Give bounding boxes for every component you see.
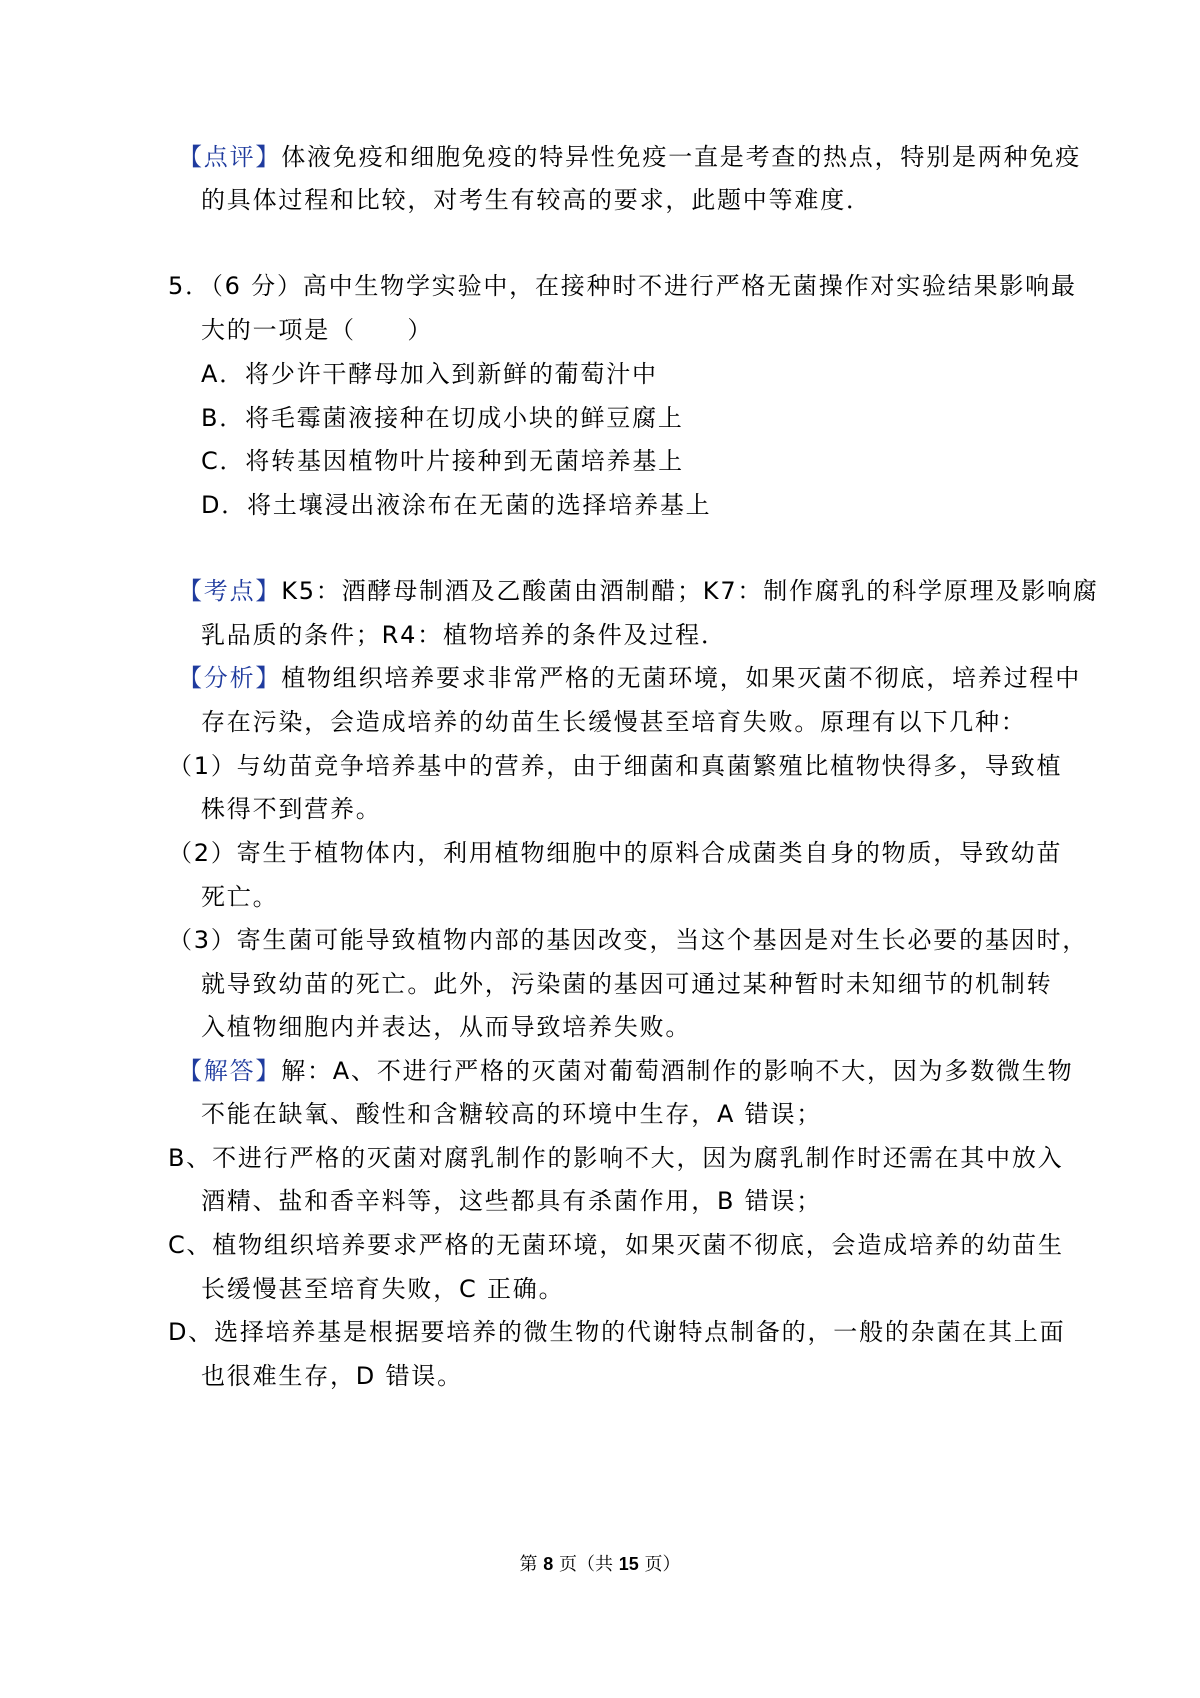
analysis-point-1-line-2: 株得不到营养。 [201,795,382,823]
footer-middle: 页（共 [558,1554,613,1575]
analysis-point-2-line-1: （2）寄生于植物体内，利用植物细胞中的原料合成菌类自身的物质，导致幼苗 [168,839,1063,867]
review-line-1 [178,141,1081,173]
answer-line-1 [178,1055,1073,1087]
footer-prefix: 第 [519,1554,538,1575]
answer-c-line-1: C、植物组织培养要求严格的无菌环境，如果灭菌不彻底，会造成培养的幼苗生 [168,1231,1064,1259]
analysis-point-3-line-3: 入植物细胞内并表达，从而导致培养失败。 [201,1013,692,1041]
answer-b-line-2: 酒精、盐和香辛料等，这些都具有杀菌作用，B 错误； [201,1187,823,1215]
kaodian-line-2: 乳品质的条件；R4：植物培养的条件及过程． [201,621,727,649]
option-d: D．将土壤浸出液涂布在无菌的选择培养基上 [201,491,712,519]
analysis-line-1 [178,662,1081,694]
analysis-point-3-line-2: 就导致幼苗的死亡。此外，污染菌的基因可通过某种暂时未知细节的机制转 [201,970,1053,998]
answer-tag: 【解答】 [178,1057,282,1085]
review-text-1: 体液免疫和细胞免疫的特异性免疫一直是考查的热点，特别是两种免疫 [281,143,1082,171]
analysis-line-2: 存在污染，会造成培养的幼苗生长缓慢甚至培育失败。原理有以下几种： [201,708,1027,736]
kaodian-line-1 [178,575,1099,607]
question-stem-2: 大的一项是（ ） [201,316,434,344]
review-line-2: 的具体过程和比较，对考生有较高的要求，此题中等难度． [201,186,872,214]
answer-text-1: 解：A、不进行严格的灭菌对葡萄酒制作的影响不大，因为多数微生物 [281,1057,1074,1085]
answer-a-line-2: 不能在缺氧、酸性和含糖较高的环境中生存，A 错误； [201,1100,823,1128]
option-a: A．将少许干酵母加入到新鲜的葡萄汁中 [201,360,658,388]
review-tag: 【点评】 [178,143,282,171]
analysis-point-1-line-1: （1）与幼苗竞争培养基中的营养，由于细菌和真菌繁殖比植物快得多，导致植 [168,752,1063,780]
kaodian-tag: 【考点】 [178,577,282,605]
answer-d-line-1: D、选择培养基是根据要培养的微生物的代谢特点制备的，一般的杂菌在其上面 [168,1318,1066,1346]
footer-page-number: 8 [543,1554,554,1574]
analysis-tag: 【分析】 [178,664,282,692]
question-stem-1: 5．（6 分）高中生物学实验中，在接种时不进行严格无菌操作对实验结果影响最 [168,272,1077,300]
answer-b-line-1: B、不进行严格的灭菌对腐乳制作的影响不大，因为腐乳制作时还需在其中放入 [168,1144,1064,1172]
answer-c-line-2: 长缓慢甚至培育失败，C 正确。 [201,1275,565,1303]
analysis-text-1: 植物组织培养要求非常严格的无菌环境，如果灭菌不彻底，培养过程中 [281,664,1082,692]
kaodian-text-1: K5：酒酵母制酒及乙酸菌由酒制醋；K7：制作腐乳的科学原理及影响腐 [281,577,1099,605]
option-b: B．将毛霉菌液接种在切成小块的鲜豆腐上 [201,404,684,432]
analysis-point-3-line-1: （3）寄生菌可能导致植物内部的基因改变，当这个基因是对生长必要的基因时， [168,926,1089,954]
analysis-point-2-line-2: 死亡。 [201,883,279,911]
page-footer [0,1552,1200,1577]
footer-total-pages: 15 [618,1554,639,1574]
footer-suffix: 页） [644,1554,681,1575]
answer-d-line-2: 也很难生存，D 错误。 [201,1362,463,1390]
option-c: C．将转基因植物叶片接种到无菌培养基上 [201,447,684,475]
